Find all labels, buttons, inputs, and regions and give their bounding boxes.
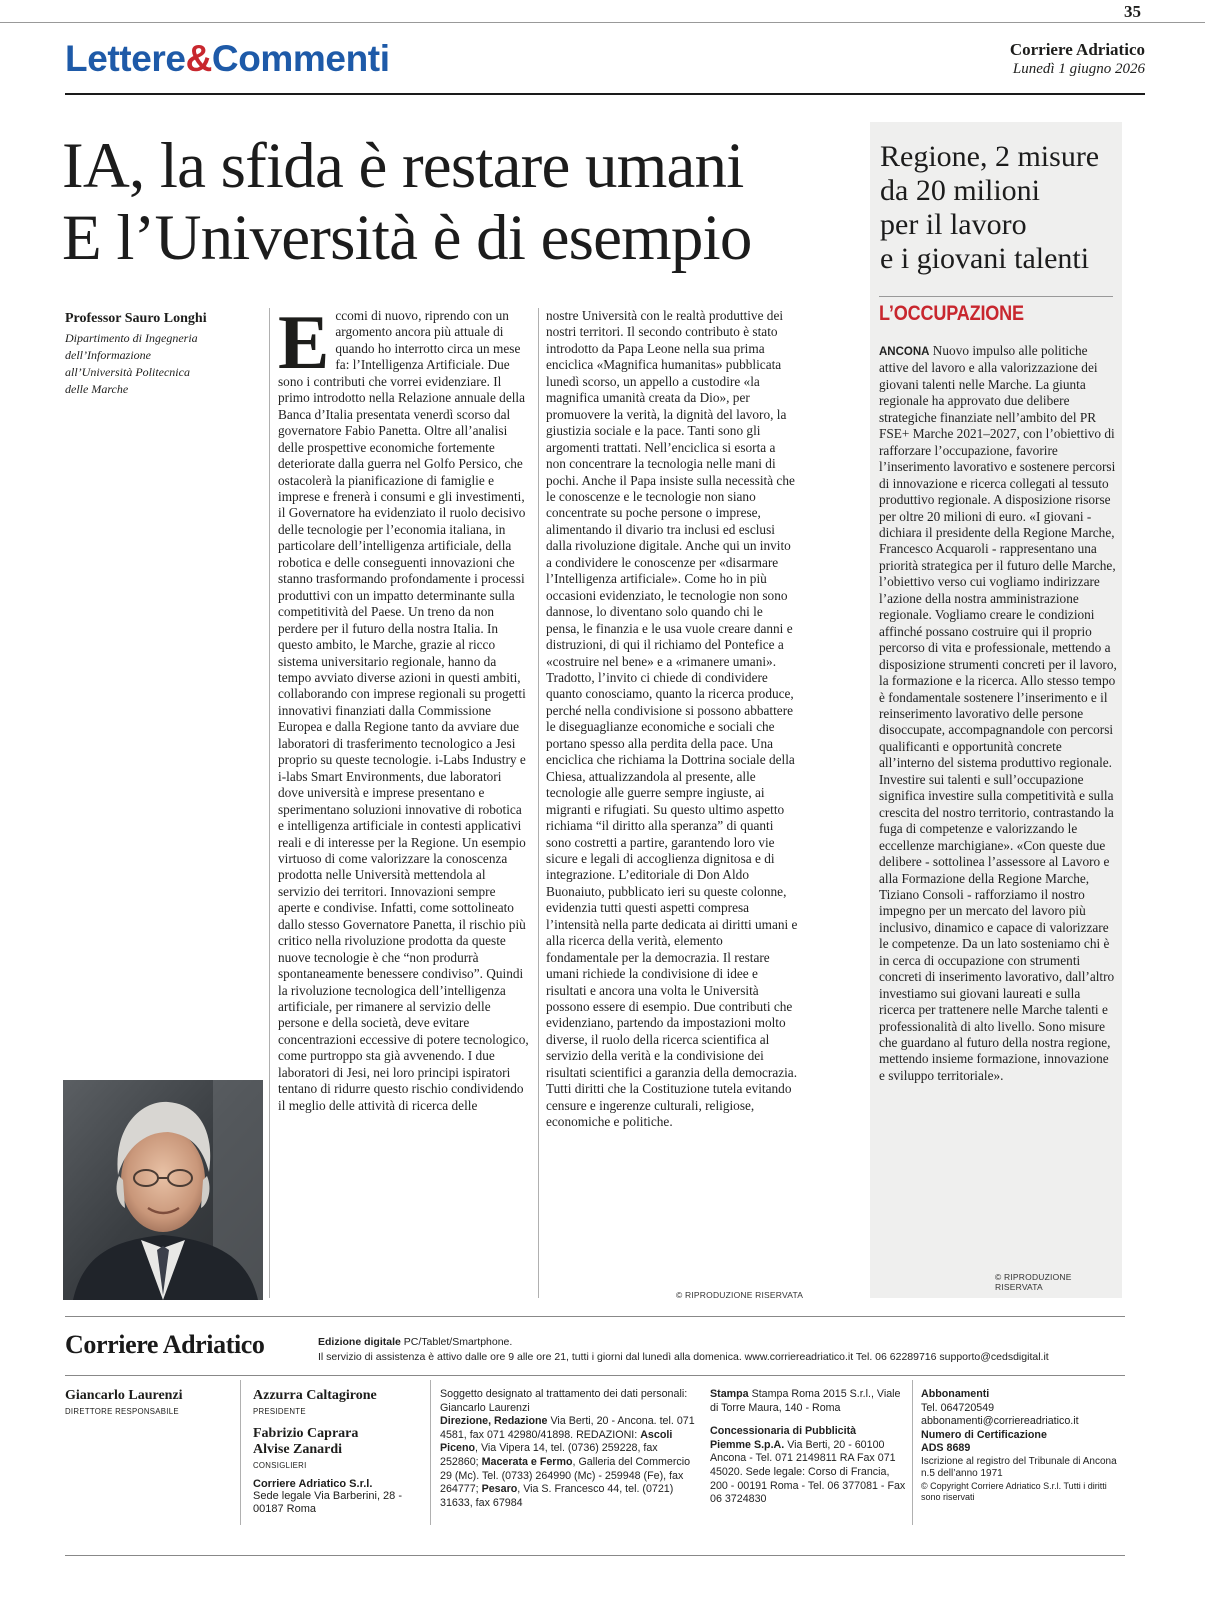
column-divider-left (269, 308, 270, 1298)
concessionaria-label: Concessionaria di Pubblicità (710, 1425, 857, 1438)
issue-date: Lunedì 1 giugno 2026 (1012, 61, 1145, 77)
privacy-officer: Soggetto designato al trattamento dei dati personali: Giancarlo Laurenzi (440, 1388, 688, 1414)
president-role: PRESIDENTE (253, 1407, 306, 1416)
sidebar-title-line-2: da 20 milioni (880, 174, 1040, 207)
stampa-text: Stampa Roma 2015 S.r.l., Viale di Torre Maura, 140 - Roma (710, 1388, 901, 1414)
page-number: 35 (1124, 2, 1141, 21)
sidebar-reproduction-note: © RIPRODUZIONE RISERVATA (995, 1272, 1072, 1292)
publisher-credits (253, 1388, 428, 1516)
concessionaria-info (710, 1425, 908, 1507)
concessionaria-text: Via Berti, 20 - 60100 Ancona - Tel. 071 2149811 RA Fax 071 45020. Sede legale: Corso di Francia, 200 - 00191 Roma - Tel. 06 377081 - Fax 06 3724830 (710, 1438, 906, 1506)
direzione-label: Direzione, Redazione (440, 1415, 548, 1428)
top-divider (0, 22, 1205, 23)
sidebar-dateline: ANCONA (879, 346, 930, 358)
sidebar-rule (879, 296, 1113, 297)
printing-and-advertising (710, 1388, 908, 1507)
footer-service-line: Il servizio di assistenza è attivo dalle ore 9 alle ore 21, tutti i giorni dal lunedì alla domenica. www.corriereadriatico.it Tel. 06 62289716 supporto@cedsdigital.it (318, 1351, 1049, 1363)
piemme-label: Piemme S.p.A. (710, 1438, 785, 1451)
certificazione-label: Numero di Certificazione (921, 1428, 1047, 1441)
section-title-ampersand: & (185, 38, 212, 79)
director-name: Giancarlo Laurenzi (65, 1388, 183, 1403)
court-registration: Iscrizione al registro del Tribunale di Ancona n.5 dell’anno 1971 (921, 1455, 1117, 1480)
article-column-1 (278, 308, 530, 1298)
footer-divider-3 (912, 1380, 913, 1525)
sidebar-title-line-4: e i giovani talenti (880, 242, 1090, 275)
newspaper-name: Corriere Adriatico (1009, 40, 1145, 59)
edition-devices: PC/Tablet/Smartphone. (400, 1336, 513, 1348)
author-affiliation: Dipartimento di Ingegneria dell’Informazione all’Università Politecnica delle Marche (65, 331, 198, 396)
certificazione-value: ADS 8689 (921, 1442, 971, 1455)
subscriptions-and-registration (921, 1388, 1126, 1504)
stampa-label: Stampa (710, 1388, 749, 1400)
ascoli-text: , Via Vipera 14, tel. (0736) 259228, fax 252860; (440, 1442, 658, 1468)
sidebar-title (880, 140, 1120, 276)
author-portrait-illustration (63, 1080, 263, 1300)
abbonamenti-phone: Tel. 064720549 (921, 1401, 995, 1414)
article-column-2-text: nostre Università con le realtà produttive dei nostri territori. Il secondo contributo è stato introdotto da Papa Leone nella sua prima enciclica «Magnifica humanitas» pubblicata lunedì scorso, un appello a custodire «la magnifica umanità creata da Dio», per promuovere la verità, la dignità del lavoro, la giustizia sociale e la pace. Tanti sono gli argomenti trattati. Nell’enciclica si esorta a non concentrare la tecnologia nelle mani di pochi. Anche il Papa insiste sulla necessità che le conoscenze e le tecnologie non siano concentrate su poche persone o imprese, alimentando il divario tra inclusi ed esclusi dalla rivoluzione digitale. Anche qui un invito a condividere le conoscenze per «disarmare l’Intelligenza artificiale». Come ho in più occasioni evidenziato, le tecnologie non sono dannose, lo diventano solo quando chi le pensa, le finanzia e le usa vuole creare danni e distruzioni, di qui il richiamo del Pontefice a «costruire nel bene» e a «rimanere umani». Tradotto, l’invito ci chiede di condividere quanto conosciamo, quanto la ricerca produce, perché nella condivisione si possono abbattere le diseguaglianze economiche e sociali che portano spesso alla perdita della pace. Una enciclica che richiama la Dottrina sociale della Chiesa, attualizzandola al presente, alle tecnologie alle guerre sempre ingiuste, ai migranti e rifugiati. Su questo ultimo aspetto richiama “il diritto alla speranza” di quanti sono costretti a partire, garantendo loro vie sicure e legali di accoglienza dignitosa e di integrazione. L’editoriale di Don Aldo Buonaiuto, pubblicato ieri su queste colonne, evidenzia tutti questi aspetti compresa l’intensità nella parte dedicata ai diritti umani e alla ricerca della verità, elemento fondamentale per la democrazia. Il restare umani richiede la condivisione di idee e risultati e ancora una volta le Università possono essere di esempio. Due contributi che evidenziano, partendo da impostazioni molto diverse, il ruolo della ricerca scientifica al servizio della verità e la condivisione dei risultati scientifici a garanzia della democrazia. Tutti diritti che la Costituzione tutela evitando censure e ingerenze culturali, religiose, economiche e politiche. (546, 308, 798, 1130)
article-column-1-text: ccomi di nuovo, riprendo con un argomento ancora più attuale di quando ho interrotto circa un mese fa: l’Intelligenza Artificiale. Due sono i contributi che vorrei evidenziare. Il primo introdotto nella Relazione annuale della Banca d’Italia presentata venerdì scorso dal governatore Fabio Panetta. Oltre all’analisi delle prospettive economiche fortemente deteriorate dalla guerra nel Golfo Persico, che ostacolerà la pianificazione di famiglie e imprese e frenerà i consumi e gli investimenti, il Governatore ha evidenziato il ruolo decisivo delle tecnologie per l’economia italiana, in particolare dell’intelligenza artificiale, della robotica e delle conseguenti innovazioni che stanno trasformando profondamente i processi produttivi con un impatto determinante sulla competitività del Paese. Un treno da non perdere per il futuro della nostra Italia. In questo ambito, le Marche, grazie al ricco sistema universitario regionale, hanno da tempo avviato diverse azioni in questi ambiti, collaborando con imprese regionali su progetti innovativi finanziati dalla Commissione Europea e dalla Regione tanto da avviare due laboratori di trasferimento tecnologico a Jesi proprio su queste tecnologie. i-Labs Industry e i-labs Smart Environments, due laboratori dove università e imprese presentano e sperimentano soluzioni innovative di robotica e intelligenza artificiale in contesti applicativi reali e di interesse per la Regione. Un esempio virtuoso di come valorizzare la conoscenza prodotta nelle Università mettendola al servizio dei territori. Innovazioni sempre aperte e condivise. Infatti, come sottolineato dallo stesso Governatore Panetta, il rischio più critico nella rivoluzione prodotta da queste nuove tecnologie è che “non produrrà spontaneamente benessere condiviso”. Quindi la rivoluzione tecnologica dell’intelligenza artificiale, per rimanere al servizio delle persone e della società, deve evitare concentrazioni eccessive di potere tecnologico, come purtroppo sta già avvenendo. I due laboratori di Jesi, nei loro principi ispiratori tentano di ridurre questo rischio condividendo il meglio delle attività di ricerca delle (278, 308, 529, 1113)
headline-line-1: IA, la sfida è restare umani (62, 130, 744, 202)
author-block (65, 310, 265, 398)
editorial-offices (440, 1388, 695, 1510)
director-credit (65, 1388, 183, 1416)
edition-label: Edizione digitale (318, 1336, 401, 1348)
sidebar-box (870, 122, 1122, 1298)
section-title-part1: Lettere (65, 38, 186, 79)
pesaro-text: , Via S. Francesco 44, tel. (0721) 31633, fax 67984 (440, 1483, 674, 1509)
abbonamenti-label: Abbonamenti (921, 1388, 990, 1400)
sidebar-kicker: L’OCCUPAZIONE (879, 302, 1024, 325)
article-column-2 (546, 308, 798, 1286)
councillor-name-2: Alvise Zanardi (253, 1442, 343, 1457)
sidebar-body (879, 343, 1117, 1084)
column-divider-middle (538, 308, 539, 1298)
footer-edition (318, 1336, 512, 1348)
sidebar-title-line-1: Regione, 2 misure (880, 140, 1100, 173)
footer-divider-1 (240, 1380, 241, 1525)
copyright-notice: © Copyright Corriere Adriatico S.r.l. Tutti i diritti sono riservati (921, 1480, 1107, 1503)
footer-top-rule (65, 1316, 1125, 1317)
company-address: Sede legale Via Barberini, 28 - 00187 Roma (253, 1490, 403, 1515)
author-name: Professor Sauro Longhi (65, 311, 207, 326)
author-photo (63, 1080, 263, 1300)
sidebar-title-line-3: per il lavoro (880, 208, 1027, 241)
ascoli-label: Ascoli Piceno (440, 1428, 673, 1455)
offices-text (440, 1415, 695, 1510)
printing-info (710, 1388, 908, 1415)
header-rule (65, 93, 1145, 95)
abbonamenti-email: abbonamenti@corriereadriatico.it (921, 1415, 1079, 1428)
footer-middle-rule (65, 1375, 1125, 1376)
councillor-name-1: Fabrizio Caprara (253, 1426, 359, 1441)
headline-line-2: E l’Università è di esempio (62, 202, 752, 274)
footer-logo: Corriere Adriatico (65, 1330, 265, 1359)
sidebar-body-text: Nuovo impulso alle politiche attive del lavoro e alla valorizzazione dei giovani talenti nelle Marche. La giunta regionale ha approvato due delibere strategiche finanziate nell’ambito del PR FSE+ Marche 2021–2027, con l’obiettivo di rafforzare l’occupazione, favorire l’inserimento lavorativo e sostenere percorsi di innovazione e ricerca collegati al tessuto produttivo regionale. A disposizione risorse per oltre 20 milioni di euro. «I giovani - dichiara il presidente della Regione Marche, Francesco Acquaroli - rappresentano una priorità strategica per il futuro delle Marche, l’obiettivo verso cui vogliamo indirizzare l’azione della nostra amministrazione regionale. Vogliamo creare le condizioni affinché possano costruire qui il proprio percorso di vita e professionale, mettendo a disposizione strumenti concreti per il lavoro, la formazione e la ricerca. Allo stesso tempo è fondamentale sostenere l’inserimento e il reinserimento lavorativo delle persone disoccupate, accompagnandole con percorsi qualificanti e opportunità concrete all’interno del sistema produttivo regionale. Investire sui talenti e sull’occupazione significa investire sulla competitività e sulla crescita del nostro territorio, contrastando la fuga di competenze e valorizzando le eccellenze marchigiane». «Con queste due delibere - sottolinea l’assessore al Lavoro e alla Formazione della Regione Marche, Tiziano Consoli - rafforziamo il nostro impegno per un mercato del lavoro più inclusivo, dinamico e capace di valorizzare le competenze. Da un lato sosteniamo chi è in cerca di occupazione con strumenti concreti di inserimento lavorativo, dall’altro investiamo sui giovani laureati e sulla ricerca per trattenere nelle Marche talenti e professionalità di alto livello. Sono misure che guardano al futuro della nostra regione, mettendo insieme formazione, innovazione e sviluppo territoriale». (879, 343, 1117, 1083)
footer-divider-2 (430, 1380, 431, 1525)
director-role: DIRETTORE RESPONSABILE (65, 1407, 179, 1416)
section-title-part2: Commenti (211, 38, 390, 79)
article-reproduction-note: © RIPRODUZIONE RISERVATA (676, 1290, 804, 1300)
pesaro-label: Pesaro (481, 1483, 518, 1496)
section-title (65, 38, 390, 80)
masthead (1010, 40, 1145, 78)
company-name: Corriere Adriatico S.r.l. (253, 1478, 373, 1490)
footer-bottom-rule (65, 1555, 1125, 1556)
drop-cap: E (278, 308, 330, 385)
article-headline (62, 130, 832, 274)
president-name: Azzurra Caltagirone (253, 1388, 377, 1403)
direzione-text: Via Berti, 20 - Ancona. tel. 071 4581, fax 071 42980/41898. REDAZIONI: (440, 1415, 695, 1441)
macerata-text: , Galleria del Commercio 29 (Mc). Tel. (0733) 264990 (Mc) - 259948 (Fe), fax 264777; (440, 1455, 691, 1496)
macerata-label: Macerata e Fermo (481, 1455, 573, 1468)
councillors-role: CONSIGLIERI (253, 1461, 307, 1470)
